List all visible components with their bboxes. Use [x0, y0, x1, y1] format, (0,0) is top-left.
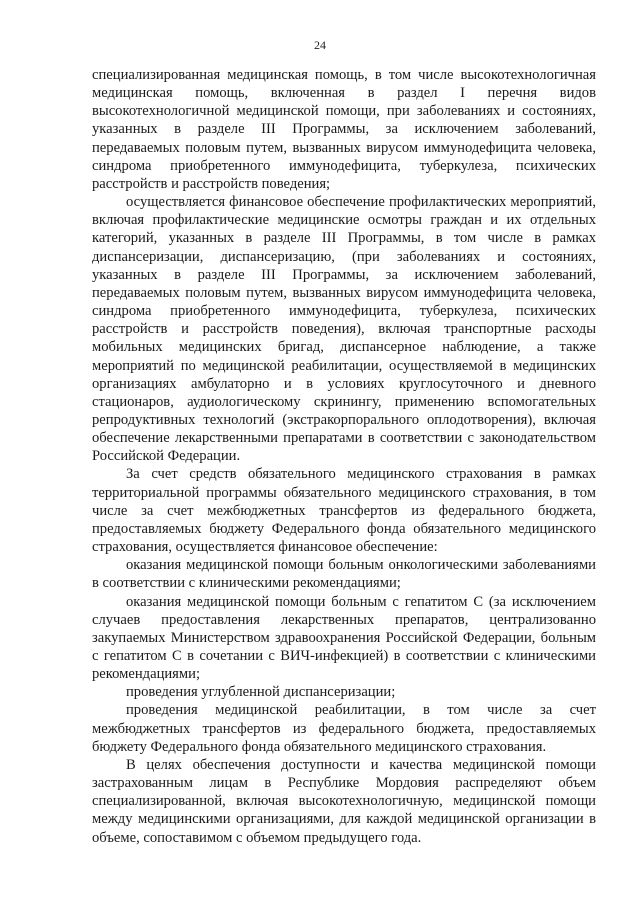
paragraph-in-depth-screening: проведения углубленной диспансеризации; [126, 684, 396, 701]
paragraph-oms-financing: За счет средств обязательного медицинского страхования в рамках территориальной программы обязательного медицинского страхования, в том числе за счет межбюджетных трансфертов из федерального бюджета, предоставляемых бюджету Федерального фонда обязательного медицинского страхования, осуществляется финансовое обеспечение: [92, 466, 596, 556]
paragraph-volume-distribution: В целях обеспечения доступности и качества медицинской помощи застрахованным лицам в Республике Мордовия распределяют объем специализированной, включая высокотехнологичную, медицинской помощи между медицинскими организациями, для каждой медицинской организации в объеме, сопоставимом с объемом предыдущего года. [92, 756, 596, 846]
body-text [92, 66, 596, 847]
paragraph-medical-rehabilitation: проведения медицинской реабилитации, в том числе за счет межбюджетных трансфертов из федерального бюджета, предоставляемых бюджету Федерального фонда обязательного медицинского страхования. [92, 702, 596, 755]
paragraph-hepatitis-c-care: оказания медицинской помощи больным с гепатитом С (за исключением случаев предоставления лекарственных препаратов, централизованно закупаемых Министерством здравоохранения Российской Федерации, больным с гепатитом С в сочетании с ВИЧ-инфекцией) в соответствии с клиническими рекомендациями; [92, 593, 596, 683]
paragraph-oncology-care: оказания медицинской помощи больным онкологическими заболеваниями в соответствии с клиническими рекомендациями; [92, 557, 596, 592]
paragraph-preventive-financing: осуществляется финансовое обеспечение профилактических мероприятий, включая профилактические медицинские осмотры граждан и их отдельных категорий, указанных в разделе III Программы, в том числе в рамках диспансеризации, диспансеризацию, (при заболеваниях и состояниях, указанных в разделе III Программы, за исключением заболеваний, передаваемых половым путем, вызванных вирусом иммунодефицита человека, синдрома приобретенного иммунодефицита, туберкулеза, психических расстройств и расстройств поведения), включая транспортные расходы мобильных медицинских бригад, диспансерное наблюдение, а также мероприятий по медицинской реабилитации, осуществляемой в медицинских организациях амбулаторно и в условиях круглосуточного и дневного стационаров, аудиологическому скринингу, применению вспомогательных репродуктивных технологий (экстракорпорального оплодотворения), включая обеспечение лекарственными препаратами в соответствии с законодательством Российской Федерации. [92, 194, 596, 465]
paragraph-specialized-care: специализированная медицинская помощь, в том числе высокотехнологичная медицинская помощь, включенная в раздел I перечня видов высокотехнологичной медицинской помощи, при заболеваниях и состояниях, указанных в разделе III Программы, за исключением заболеваний, передаваемых половым путем, вызванных вирусом иммунодефицита человека, синдрома приобретенного иммунодефицита, туберкулеза, психических расстройств и расстройств поведения; [92, 67, 596, 192]
page-number: 24 [314, 38, 326, 52]
